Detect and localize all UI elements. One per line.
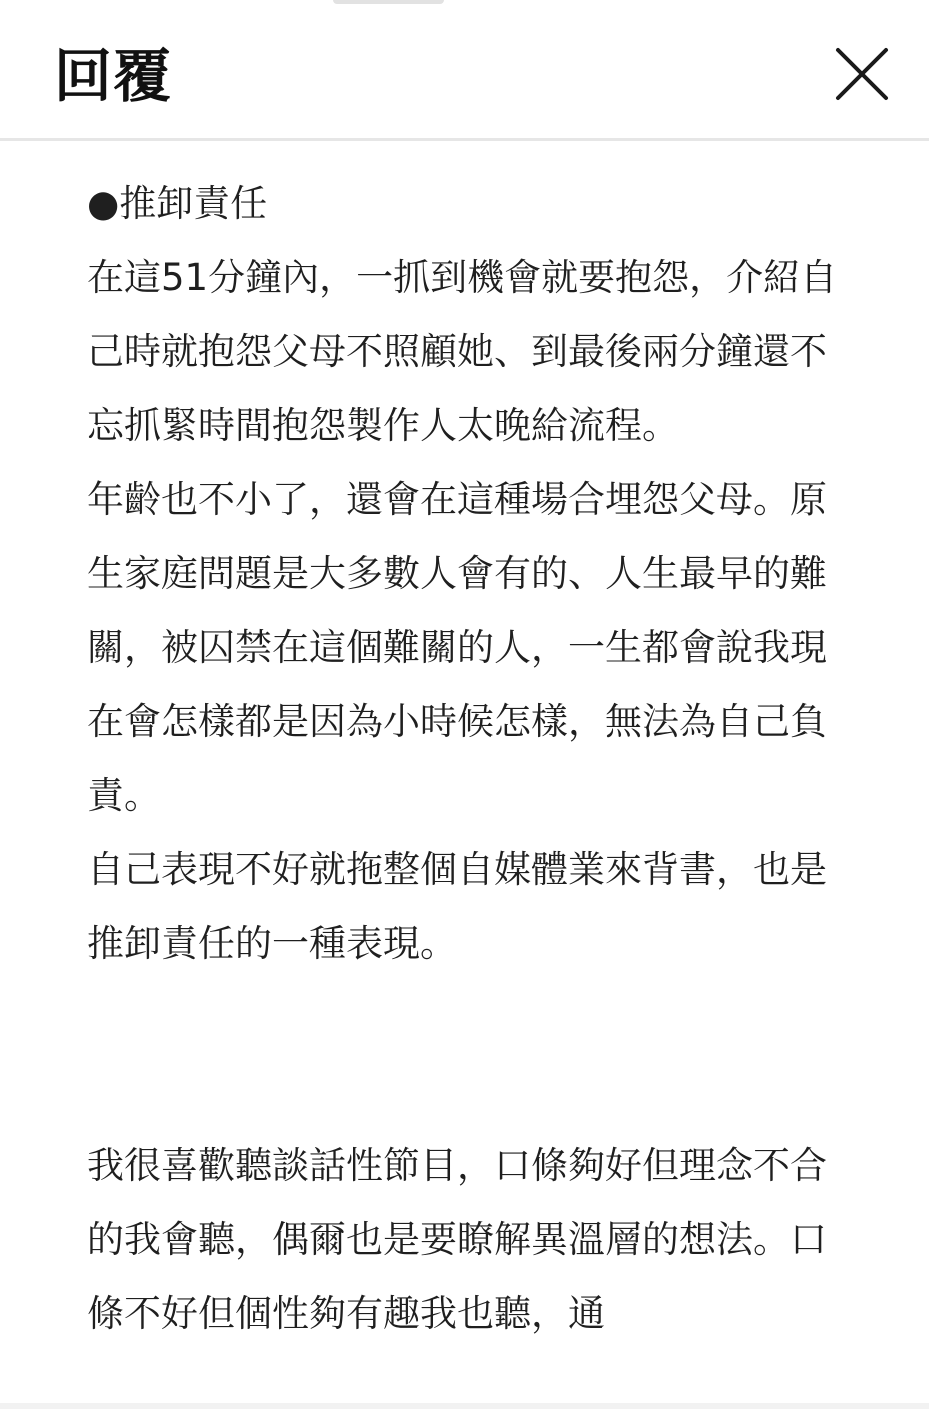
paragraph: 年齡也不小了，還會在這種場合埋怨父母。原生家庭問題是大多數人會有的、人生最早的難關，被囚禁在這個難關的人，一生都會說我現在會怎樣都是因為小時候怎樣，無法為自己負責。	[87, 478, 827, 817]
section-heading: ●推卸責任	[87, 182, 268, 225]
paragraph: 自己表現不好就拖整個自媒體業來背書，也是推卸責任的一種表現。	[87, 848, 827, 965]
reply-content	[87, 167, 847, 1351]
modal-title: 回覆	[54, 42, 173, 110]
close-button[interactable]	[826, 38, 898, 110]
bottom-edge	[0, 1403, 929, 1409]
modal-header	[0, 0, 929, 141]
paragraph-spacer	[87, 981, 847, 1129]
paragraph: 在這51分鐘內，一抓到機會就要抱怨，介紹自己時就抱怨父母不照顧她、到最後兩分鐘還不忘抓緊時間抱怨製作人太晚給流程。	[87, 256, 838, 447]
close-icon	[826, 38, 898, 110]
paragraph: 我很喜歡聽談話性節目，口條夠好但理念不合的我會聽，偶爾也是要瞭解異溫層的想法。口條不好但個性夠有趣我也聽，通	[87, 1144, 827, 1335]
